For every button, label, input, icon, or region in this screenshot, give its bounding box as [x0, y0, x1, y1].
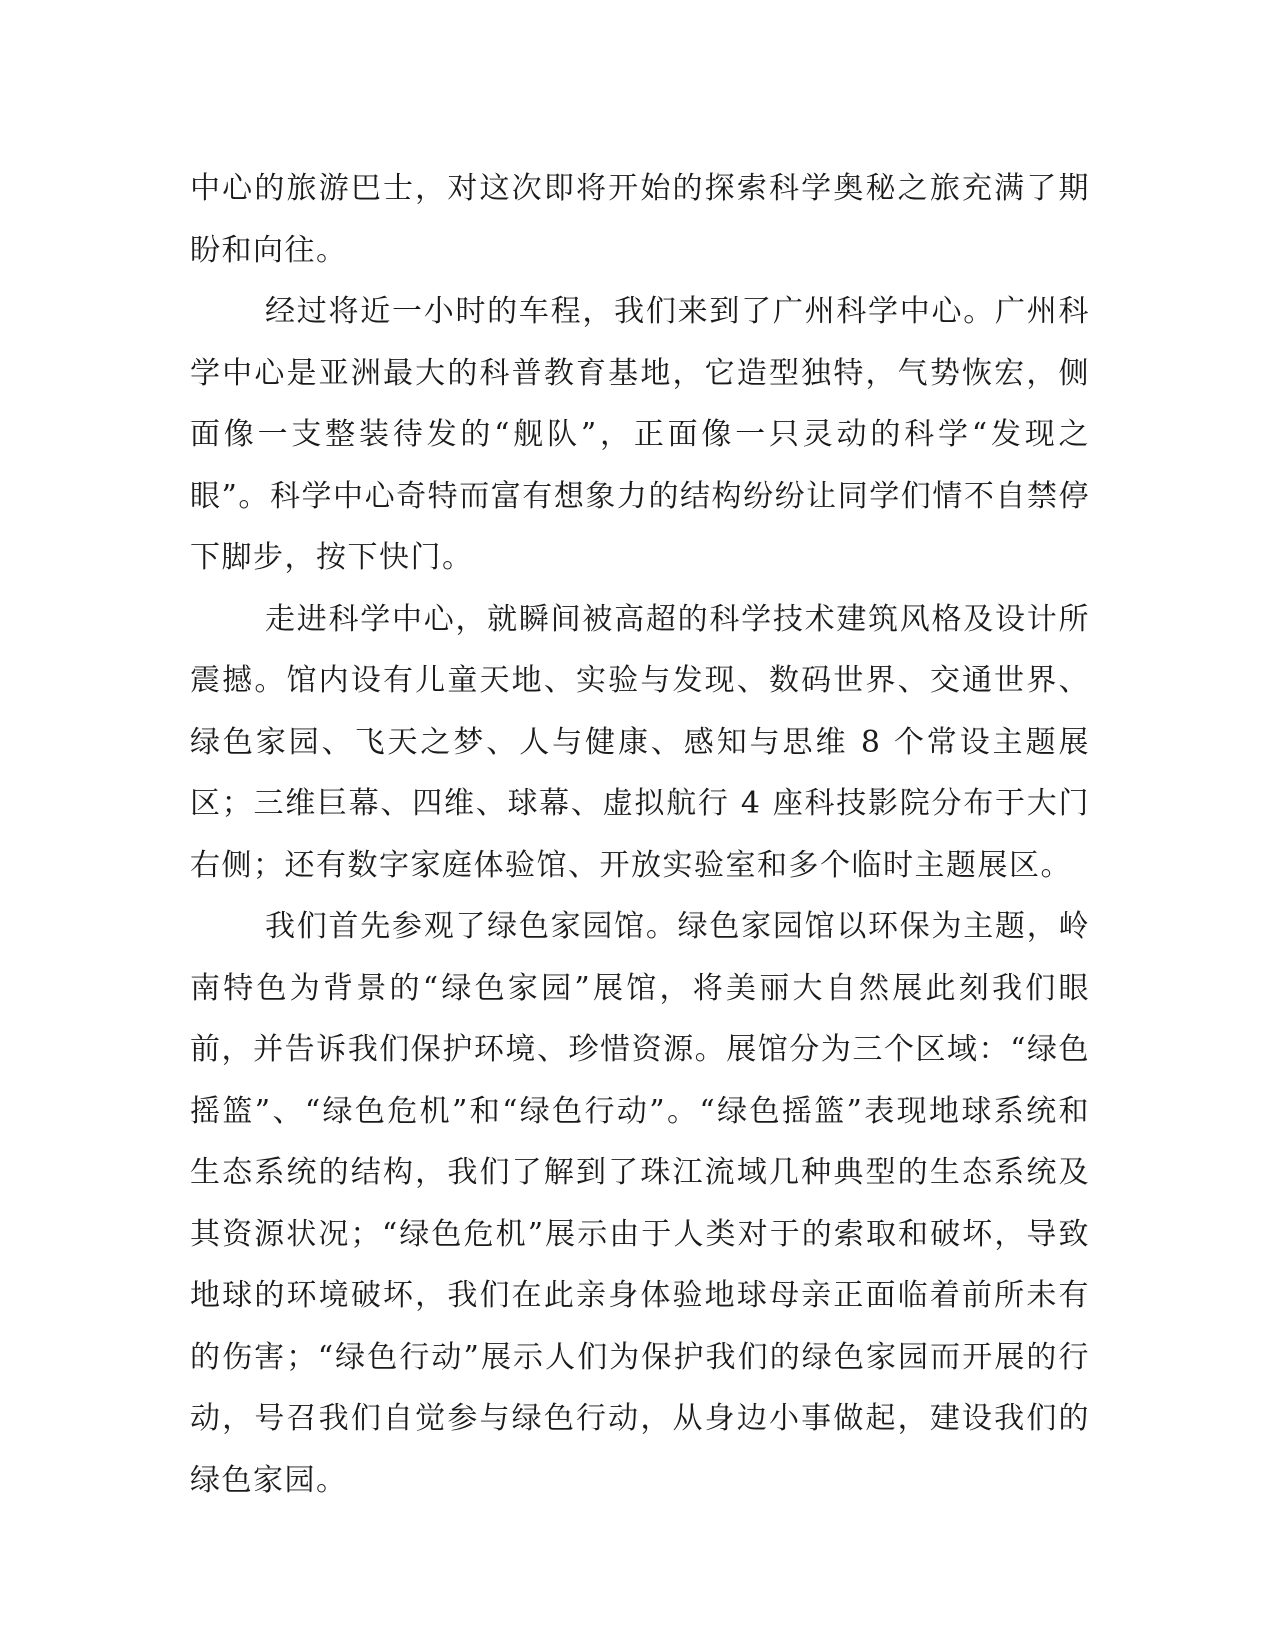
paragraph-arrival: 经过将近一小时的车程，我们来到了广州科学中心。广州科学中心是亚洲最大的科普教育基地，它造型独特，气势恢宏，侧面像一支整装待发的“舰队”，正面像一只灵动的科学“发现之眼”。科学中心奇特而富有想象力的结构纷纷让同学们情不自禁停下脚步，按下快门。	[190, 294, 1090, 575]
document-body	[190, 158, 1090, 1511]
paragraph-continuation: 中心的旅游巴士，对这次即将开始的探索科学奥秘之旅充满了期盼和向往。	[190, 171, 1090, 268]
paragraph-green-home: 我们首先参观了绿色家园馆。绿色家园馆以环保为主题，岭南特色为背景的“绿色家园”展馆，将美丽大自然展此刻我们眼前，并告诉我们保护环境、珍惜资源。展馆分为三个区域：“绿色摇篮”、“绿色危机”和“绿色行动”。“绿色摇篮”表现地球系统和生态系统的结构，我们了解到了珠江流域几种典型的生态系统及其资源状况；“绿色危机”展示由于人类对于的索取和破坏，导致地球的环境破坏，我们在此亲身体验地球母亲正面临着前所未有的伤害；“绿色行动”展示人们为保护我们的绿色家园而开展的行动，号召我们自觉参与绿色行动，从身边小事做起，建设我们的绿色家园。	[190, 909, 1090, 1498]
paragraph-exhibits: 走进科学中心，就瞬间被高超的科学技术建筑风格及设计所震撼。馆内设有儿童天地、实验与发现、数码世界、交通世界、绿色家园、飞天之梦、人与健康、感知与思维 8 个常设主题展区；三维巨幕、四维、球幕、虚拟航行 4 座科技影院分布于大门右侧；还有数字家庭体验馆、开放实验室和多个临时主题展区。	[190, 601, 1090, 883]
